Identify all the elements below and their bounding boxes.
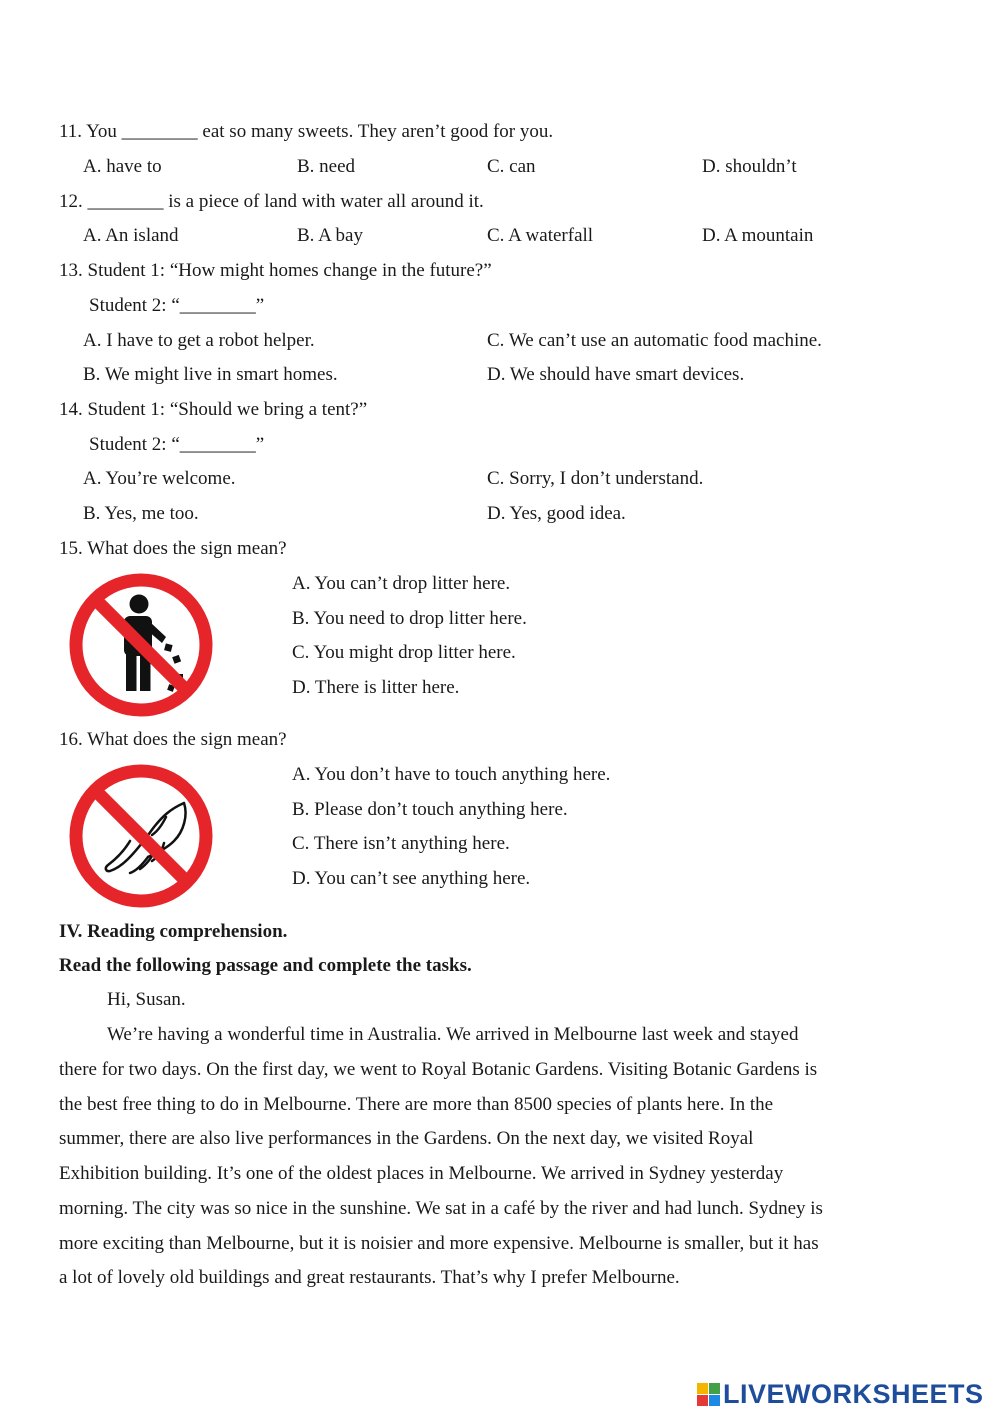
logo-text: LIVEWORKSHEETS <box>723 1378 984 1409</box>
passage-greeting: Hi, Susan. <box>107 989 186 1010</box>
q14-option-b[interactable]: B. Yes, me too. <box>83 503 199 524</box>
q15-option-d[interactable]: D. There is litter here. <box>292 677 460 698</box>
q16-option-c[interactable]: C. There isn’t anything here. <box>292 833 510 854</box>
passage-line: a lot of lovely old buildings and great restaurants. That’s why I prefer Melbourne. <box>59 1267 680 1288</box>
q14-option-d[interactable]: D. Yes, good idea. <box>487 503 626 524</box>
passage-line: more exciting than Melbourne, but it is noisier and more expensive. Melbourne is smaller, but it has <box>59 1233 819 1254</box>
q12-option-b[interactable]: B. A bay <box>297 225 363 246</box>
q14-option-c[interactable]: C. Sorry, I don’t understand. <box>487 468 704 489</box>
passage-line: We’re having a wonderful time in Australia. We arrived in Melbourne last week and stayed <box>107 1024 799 1045</box>
q15-stem: 15. What does the sign mean? <box>59 538 287 559</box>
liveworksheets-logo[interactable] <box>697 1378 984 1410</box>
q11-option-d[interactable]: D. shouldn’t <box>702 156 797 177</box>
no-littering-sign-icon <box>66 570 216 720</box>
q11-option-b[interactable]: B. need <box>297 156 356 177</box>
q16-option-b[interactable]: B. Please don’t touch anything here. <box>292 799 568 820</box>
q11-option-c[interactable]: C. can <box>487 156 536 177</box>
q15-option-c[interactable]: C. You might drop litter here. <box>292 642 516 663</box>
q12-option-d[interactable]: D. A mountain <box>702 225 814 246</box>
passage-line: Exhibition building. It’s one of the oldest places in Melbourne. We arrived in Sydney yesterday <box>59 1163 784 1184</box>
q16-stem: 16. What does the sign mean? <box>59 729 287 750</box>
q13-option-d[interactable]: D. We should have smart devices. <box>487 364 745 385</box>
q14-option-a[interactable]: A. You’re welcome. <box>83 468 236 489</box>
passage-line: the best free thing to do in Melbourne. There are more than 8500 species of plants here. In the <box>59 1094 774 1115</box>
q16-option-a[interactable]: A. You don’t have to touch anything here. <box>292 764 611 785</box>
section-heading: IV. Reading comprehension. <box>59 921 288 942</box>
q14-stem: 14. Student 1: “Should we bring a tent?” <box>59 399 368 420</box>
q14-reply: Student 2: “________” <box>89 434 265 455</box>
q13-stem: 13. Student 1: “How might homes change in the future?” <box>59 260 492 281</box>
q12-option-a[interactable]: A. An island <box>83 225 179 246</box>
passage-line: there for two days. On the first day, we went to Royal Botanic Gardens. Visiting Botanic Gardens is <box>59 1059 818 1080</box>
q13-option-a[interactable]: A. I have to get a robot helper. <box>83 330 315 351</box>
section-instruction: Read the following passage and complete the tasks. <box>59 955 472 976</box>
q13-reply: Student 2: “________” <box>89 295 265 316</box>
liveworksheets-logo-icon <box>697 1383 720 1406</box>
q12-stem: 12. ________ is a piece of land with water all around it. <box>59 191 484 212</box>
q11-option-a[interactable]: A. have to <box>83 156 162 177</box>
q16-option-d[interactable]: D. You can’t see anything here. <box>292 868 531 889</box>
q11-stem: 11. You ________ eat so many sweets. They aren’t good for you. <box>59 121 554 142</box>
q15-option-a[interactable]: A. You can’t drop litter here. <box>292 573 511 594</box>
q13-option-c[interactable]: C. We can’t use an automatic food machine. <box>487 330 822 351</box>
passage-line: summer, there are also live performances in the Gardens. On the next day, we visited Royal <box>59 1128 754 1149</box>
do-not-touch-sign-icon <box>66 761 216 911</box>
q12-option-c[interactable]: C. A waterfall <box>487 225 594 246</box>
q13-option-b[interactable]: B. We might live in smart homes. <box>83 364 338 385</box>
passage-line: morning. The city was so nice in the sunshine. We sat in a café by the river and had lunch. Sydney is <box>59 1198 823 1219</box>
q15-option-b[interactable]: B. You need to drop litter here. <box>292 608 527 629</box>
